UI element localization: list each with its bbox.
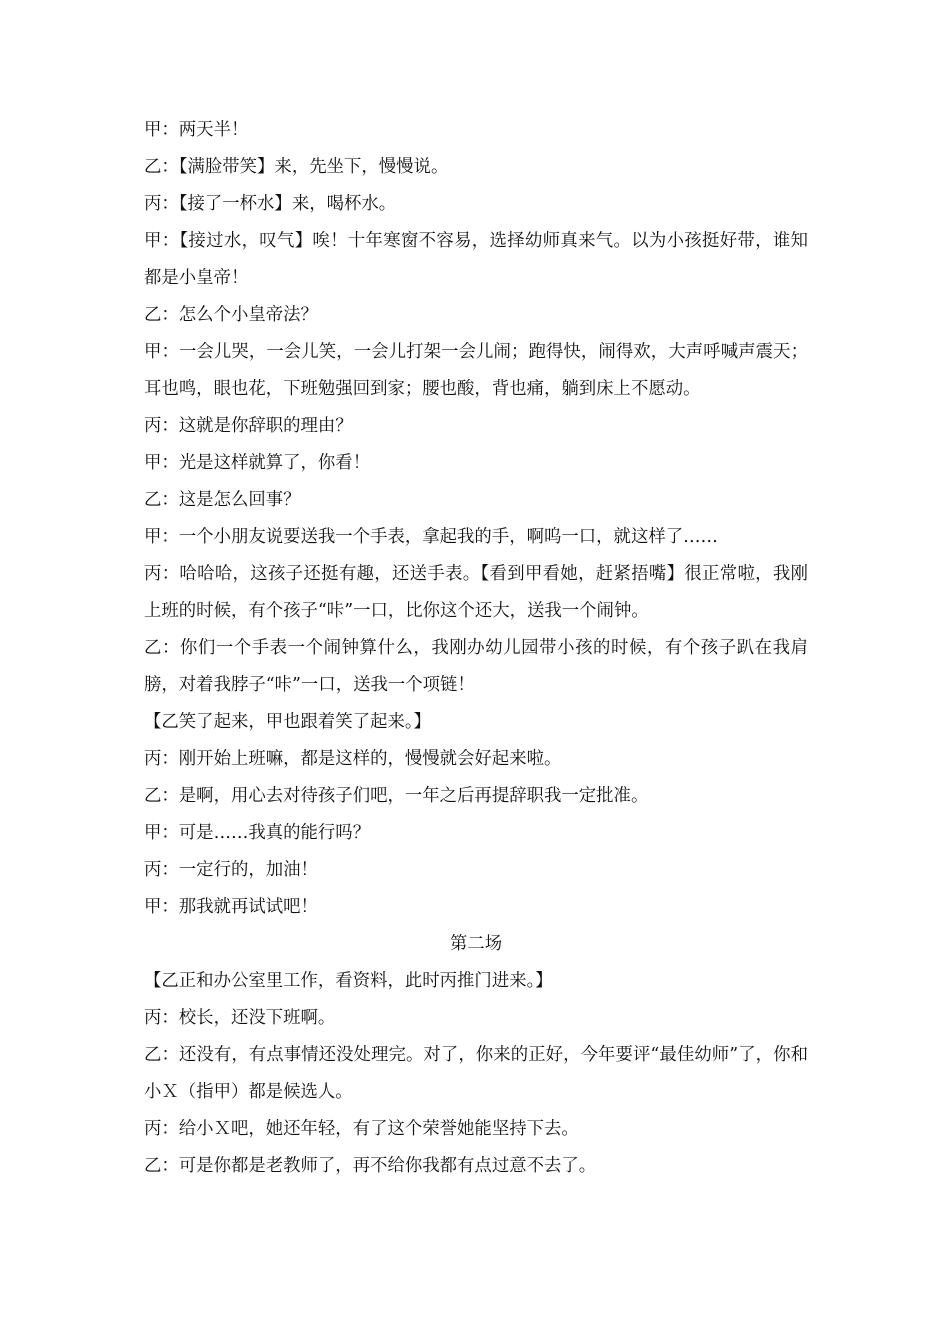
script-line: 甲：光是这样就算了，你看！ (144, 453, 371, 473)
script-line: 甲：一会儿哭，一会儿笑，一会儿打架一会儿闹；跑得快，闹得欢，大声呼喊声震天；耳也鸣，眼也花，下班勉强回到家；腰也酸，背也痛，躺到床上不愿动。 (144, 342, 808, 399)
script-line: 甲：一个小朋友说要送我一个手表，拿起我的手，啊呜一口，就这样了…… (144, 527, 718, 547)
script-line: 乙：怎么个小皇帝法？ (144, 305, 318, 325)
scene-title: 第二场 (449, 934, 503, 954)
script-line: 乙：你们一个手表一个闹钟算什么，我刚办幼儿园带小孩的时候，有个孩子趴在我肩膀，对着我脖子“咔”一口，送我一个项链！ (144, 638, 808, 695)
script-line: 乙：可是你都是老教师了，再不给你我都有点过意不去了。 (144, 1156, 597, 1176)
document-page (144, 112, 808, 1185)
script-line: 丙：校长，还没下班啊。 (144, 1008, 336, 1028)
script-line: 乙：是啊，用心去对待孩子们吧，一年之后再提辞职我一定批准。 (144, 786, 649, 806)
script-line: 丙：刚开始上班嘛，都是这样的，慢慢就会好起来啦。 (144, 749, 562, 769)
stage-direction: 【乙正和办公室里工作，看资料，此时丙推门进来。】 (144, 971, 553, 991)
stage-direction: 【乙笑了起来，甲也跟着笑了起来。】 (144, 712, 431, 732)
script-line: 丙：一定行的，加油！ (144, 860, 318, 880)
script-line: 甲：那我就再试试吧！ (144, 897, 318, 917)
script-line: 丙：这就是你辞职的理由？ (144, 416, 353, 436)
script-line: 丙：给小Ｘ吧，她还年轻，有了这个荣誉她能坚持下去。 (144, 1119, 579, 1139)
script-line: 甲：可是……我真的能行吗？ (144, 823, 371, 843)
script-line: 乙：这是怎么回事？ (144, 490, 301, 510)
script-line: 乙：【满脸带笑】来，先坐下，慢慢说。 (144, 157, 449, 177)
script-line: 丙：【接了一杯水】来，喝杯水。 (144, 194, 397, 214)
script-line: 甲：两天半！ (144, 120, 249, 140)
script-line: 甲：【接过水，叹气】唉！十年寒窗不容易，选择幼师真来气。以为小孩挺好带，谁知都是小皇帝！ (144, 231, 808, 288)
script-line: 丙：哈哈哈，这孩子还挺有趣，还送手表。【看到甲看她，赶紧捂嘴】很正常啦，我刚上班的时候，有个孩子“咔”一口，比你这个还大，送我一个闹钟。 (144, 564, 808, 621)
script-line: 乙：还没有，有点事情还没处理完。对了，你来的正好，今年要评“最佳幼师”了，你和小Ｘ（指甲）都是候选人。 (144, 1045, 808, 1102)
